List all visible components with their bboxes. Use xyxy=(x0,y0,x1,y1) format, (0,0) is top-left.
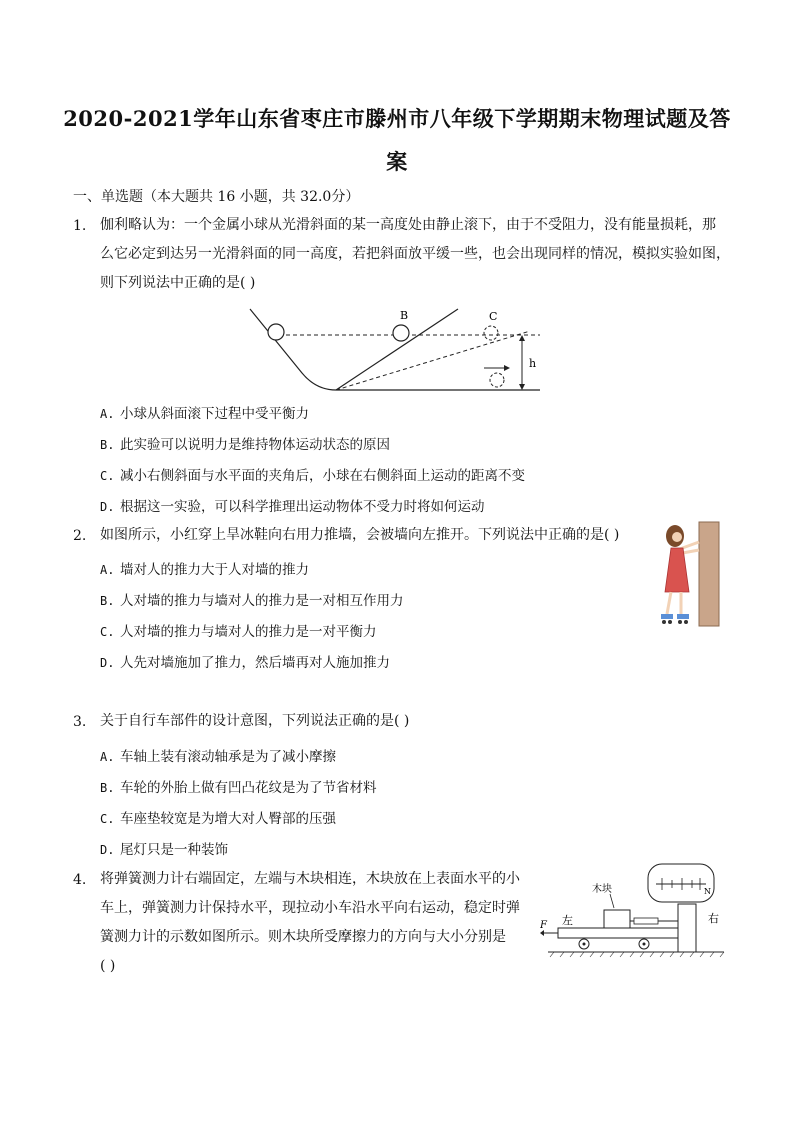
spring-scale-cart-figure xyxy=(540,862,726,958)
option-text: 车轮的外胎上做有凹凸花纹是为了节省材料 xyxy=(120,780,377,796)
label-n: N xyxy=(704,887,711,896)
option-a[interactable] xyxy=(100,558,309,578)
option-letter: C. xyxy=(100,625,115,639)
option-letter: D. xyxy=(100,843,115,857)
option-letter: D. xyxy=(100,656,115,670)
option-d[interactable] xyxy=(100,838,228,858)
option-letter: B. xyxy=(100,594,115,608)
option-letter: C. xyxy=(100,469,115,483)
question-line: 簧测力计的示数如图所示。则木块所受摩擦力的方向与大小分别是 xyxy=(100,929,506,945)
question-text: 关于自行车部件的设计意图，下列说法正确的是( ) xyxy=(100,713,410,729)
girl-pushing-wall-figure xyxy=(655,520,721,628)
label-f: F xyxy=(540,920,547,931)
label-b: B xyxy=(400,309,409,322)
option-letter: A. xyxy=(100,750,115,764)
label-c: C xyxy=(489,310,498,323)
option-b[interactable] xyxy=(100,433,390,453)
option-text: 人先对墙施加了推力，然后墙再对人施加推力 xyxy=(120,655,390,671)
option-text: 车轴上装有滚动轴承是为了减小摩擦 xyxy=(120,749,336,765)
option-d[interactable] xyxy=(100,651,390,671)
option-c[interactable] xyxy=(100,620,377,640)
label-left: 左 xyxy=(562,914,573,927)
question-number: 3. xyxy=(73,714,87,730)
option-text: 尾灯只是一种装饰 xyxy=(120,842,228,858)
section-heading: 一、单选题（本大题共 16 小题，共 32.0分） xyxy=(73,189,360,205)
option-letter: B. xyxy=(100,438,115,452)
option-c[interactable] xyxy=(100,464,525,484)
option-text: 人对墙的推力与墙对人的推力是一对平衡力 xyxy=(120,624,377,640)
option-a[interactable] xyxy=(100,745,336,765)
option-text: 根据这一实验，可以科学推理出运动物体不受力时将如何运动 xyxy=(120,499,485,515)
question-line: 将弹簧测力计右端固定，左端与木块相连，木块放在上表面水平的小 xyxy=(100,871,520,887)
option-text: 车座垫较宽是为增大对人臀部的压强 xyxy=(120,811,336,827)
option-text: 此实验可以说明力是维持物体运动状态的原因 xyxy=(120,437,390,453)
option-text: 墙对人的推力大于人对墙的推力 xyxy=(120,562,309,578)
option-b[interactable] xyxy=(100,589,404,609)
question-number: 1. xyxy=(73,218,87,234)
option-letter: A. xyxy=(100,563,115,577)
option-c[interactable] xyxy=(100,807,336,827)
option-text: 人对墙的推力与墙对人的推力是一对相互作用力 xyxy=(120,593,404,609)
option-text: 小球从斜面滚下过程中受平衡力 xyxy=(120,406,309,422)
option-letter: C. xyxy=(100,812,115,826)
question-line: 么它必定到达另一光滑斜面的同一高度，若把斜面放平缓一些，也会出现同样的情况，模拟实验如图， xyxy=(100,246,730,262)
question-line: 伽利略认为：一个金属小球从光滑斜面的某一高度处由静止滚下，由于不受阻力，没有能量损耗，那 xyxy=(100,217,716,233)
option-text: 减小右侧斜面与水平面的夹角后，小球在右侧斜面上运动的距离不变 xyxy=(120,468,525,484)
question-text xyxy=(100,211,730,298)
question-text: 如图所示，小红穿上旱冰鞋向右用力推墙，会被墙向左推开。下列说法中正确的是( ) xyxy=(100,527,620,543)
question-number: 2. xyxy=(73,528,87,544)
page-title: 2020-2021学年山东省枣庄市滕州市八年级下学期期末物理试题及答 xyxy=(63,106,731,131)
question-line: ( ) xyxy=(100,958,116,974)
option-a[interactable] xyxy=(100,402,309,422)
label-block: 木块 xyxy=(592,884,612,895)
page-title-continued: 案 xyxy=(386,149,408,174)
question-text xyxy=(100,865,520,981)
label-right: 右 xyxy=(708,912,719,925)
option-d[interactable] xyxy=(100,495,485,515)
option-letter: D. xyxy=(100,500,115,514)
label-h: h xyxy=(529,357,537,370)
question-number: 4. xyxy=(73,872,87,888)
slope-experiment-figure xyxy=(240,303,560,398)
option-letter: B. xyxy=(100,781,115,795)
question-line: 车上，弹簧测力计保持水平，现拉动小车沿水平向右运动，稳定时弹 xyxy=(100,900,520,916)
option-b[interactable] xyxy=(100,776,377,796)
question-line: 则下列说法中正确的是( ) xyxy=(100,275,256,291)
option-letter: A. xyxy=(100,407,115,421)
